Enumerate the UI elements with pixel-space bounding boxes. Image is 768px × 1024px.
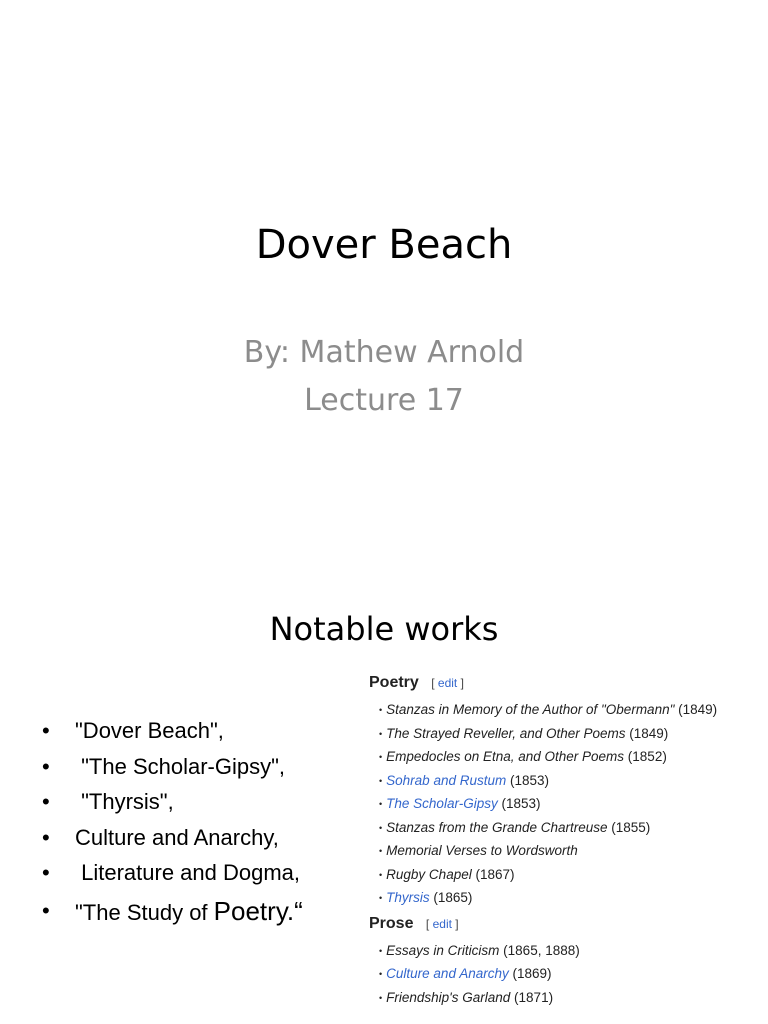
list-item xyxy=(42,713,303,749)
bullet-icon: • xyxy=(379,799,383,809)
list-item xyxy=(379,986,766,1010)
work-year: (1855) xyxy=(607,819,651,835)
work-year: (1852) xyxy=(624,749,667,764)
list-item-text: "The Scholar-Gipsy", xyxy=(75,753,286,779)
poetry-section-heading xyxy=(366,672,766,698)
lecture-subtitle: Lecture 17 xyxy=(304,383,464,418)
work-year: (1849) xyxy=(674,702,718,717)
slide-title: Dover Beach xyxy=(255,222,513,268)
work-year: (1869) xyxy=(508,966,552,981)
list-item-text-prefix: "The Study of xyxy=(75,899,214,925)
work-year: (1849) xyxy=(625,725,669,741)
bullet-icon: • xyxy=(379,992,383,1003)
bullet-icon: • xyxy=(379,728,383,739)
work-title: Essays in Criticism xyxy=(386,942,500,958)
work-year: (1867) xyxy=(471,866,515,882)
poetry-list xyxy=(366,698,766,910)
work-title: Rugby Chapel xyxy=(386,866,472,882)
list-item xyxy=(379,792,766,816)
list-item xyxy=(379,769,766,793)
bullet-icon: • xyxy=(379,775,383,786)
work-title-link[interactable]: Sohrab and Rustum xyxy=(386,772,507,788)
list-item xyxy=(379,863,766,887)
edit-bracket-close: ] xyxy=(457,676,464,690)
prose-section-heading xyxy=(366,913,766,939)
bullet-icon: • xyxy=(379,969,383,979)
work-title: The Strayed Reveller, and Other Poems xyxy=(386,725,626,741)
work-title-link[interactable]: Thyrsis xyxy=(386,890,430,905)
list-item-text-suffix: “ xyxy=(294,895,303,926)
list-item xyxy=(379,939,766,963)
list-item-text: "Thyrsis", xyxy=(75,789,174,814)
list-item xyxy=(379,722,766,746)
work-title: Stanzas in Memory of the Author of "Obermann" xyxy=(386,702,675,717)
list-item xyxy=(42,855,303,891)
bullet-icon: • xyxy=(379,752,383,762)
wiki-works-excerpt xyxy=(366,672,766,1009)
bullet-icon: • xyxy=(379,893,383,903)
poetry-heading-text: Poetry xyxy=(369,674,419,691)
list-item xyxy=(379,886,766,910)
prose-heading-text: Prose xyxy=(369,914,414,932)
author-subtitle: By: Mathew Arnold xyxy=(243,335,525,370)
bullet-icon: • xyxy=(379,945,383,956)
bullet-icon: • xyxy=(379,846,383,856)
list-item xyxy=(379,816,766,840)
bullet-icon: • xyxy=(42,824,50,850)
list-item-text: Culture and Anarchy, xyxy=(75,824,279,850)
bullet-icon: • xyxy=(42,789,50,814)
prose-edit-link[interactable] xyxy=(426,917,459,931)
list-item xyxy=(379,962,766,986)
work-year: (1865, 1888) xyxy=(499,942,580,958)
works-heading: Notable works xyxy=(269,610,499,648)
list-item-text: "Dover Beach", xyxy=(75,718,224,743)
work-year: (1853) xyxy=(506,772,550,788)
work-year: (1871) xyxy=(510,989,554,1005)
bullet-icon: • xyxy=(42,860,50,885)
list-item xyxy=(42,891,303,931)
bullet-icon: • xyxy=(379,869,383,880)
work-title: Friendship's Garland xyxy=(386,989,511,1005)
edit-link-label[interactable]: edit xyxy=(432,916,452,931)
edit-bracket-open: [ xyxy=(425,916,433,931)
bullet-icon: • xyxy=(42,718,50,743)
edit-bracket-close: ] xyxy=(451,916,459,931)
work-title: Memorial Verses to Wordsworth xyxy=(386,843,578,858)
bullet-icon: • xyxy=(42,753,50,779)
list-item xyxy=(42,784,303,820)
work-title: Stanzas from the Grande Chartreuse xyxy=(386,819,608,835)
bullet-icon: • xyxy=(379,822,383,833)
edit-bracket-open: [ xyxy=(431,676,438,690)
prose-list xyxy=(366,939,766,1010)
works-bullet-list xyxy=(42,713,303,931)
work-title-link[interactable]: Culture and Anarchy xyxy=(386,966,509,981)
edit-link-label[interactable]: edit xyxy=(437,676,458,690)
bullet-icon: • xyxy=(42,897,50,923)
work-title: Empedocles on Etna, and Other Poems xyxy=(386,749,625,764)
poetry-edit-link[interactable] xyxy=(431,676,464,690)
work-title-link[interactable]: The Scholar-Gipsy xyxy=(386,796,498,811)
list-item xyxy=(42,749,303,785)
bullet-icon: • xyxy=(379,705,383,715)
list-item xyxy=(379,839,766,863)
list-item-text: Literature and Dogma, xyxy=(75,860,301,885)
work-year: (1853) xyxy=(497,796,541,811)
list-item xyxy=(42,820,303,856)
list-item xyxy=(379,698,766,722)
work-year: (1865) xyxy=(429,890,473,905)
list-item xyxy=(379,745,766,769)
list-item-text-large: Poetry. xyxy=(213,895,295,926)
